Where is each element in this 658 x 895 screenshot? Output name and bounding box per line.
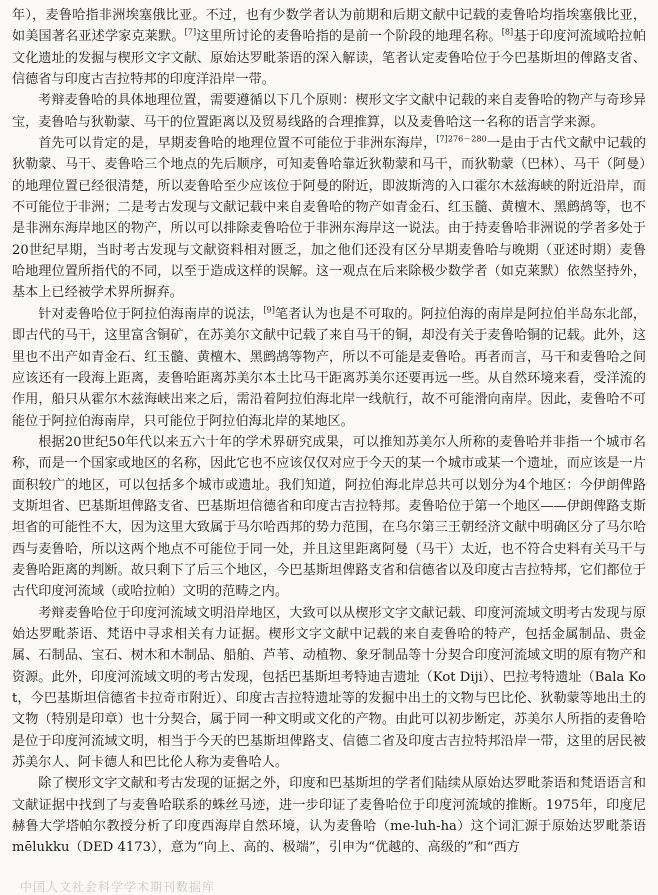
paragraph	[12, 5, 646, 90]
paragraph-text: 年），麦鲁哈指非洲埃塞俄比亚。不过，也有少数学者认为前期和后期文献中记载的麦鲁哈均指埃塞俄比亚，如美国著名亚述学家克莱默。	[12, 8, 646, 45]
body-text	[12, 5, 646, 859]
citation-superscript: [7]276－280	[436, 134, 487, 144]
paragraph-text: 针对麦鲁哈位于阿拉伯海南岸的说法，	[38, 306, 264, 322]
citation-superscript: [9]	[263, 305, 275, 315]
paragraph	[12, 90, 646, 133]
paragraph-text: 根据20世纪50年代以来五六十年的学术界研究成果，可以推知苏美尔人所称的麦鲁哈并非指一个城市名称，而是一个国家或地区的名称，因此它也不应该仅仅对应于今天的某一个城市或某一个遗址，而应该是一片面积较广的地区，可以包括多个城市或遗址。我们知道，阿拉伯海北岸总共可以划分为4个地区：今伊朗俾路支斯坦省、巴基斯坦俾路支省、巴基斯坦信德省和印度古吉拉特邦。麦鲁哈位于第一个地区——伊朗俾路支斯坦省的可能性不大，因为这里大致属于马尔哈西邦的势力范围，在乌尔第三王朝经济文献中明确区分了马尔哈西与麦鲁哈，所以这两个地点不可能位于同一处，并且这里距离阿曼（马干）太近，也不符合史料有关马干与麦鲁哈距离的判断。故只剩下了后三个地区，今巴基斯坦俾路支省和信德省以及印度古吉拉特邦，它们都位于古代印度河流域（或哈拉帕）文明的范畴之内。	[12, 434, 646, 600]
paragraph-text: 首先可以肯定的是，早期麦鲁哈的地理位置不可能位于非洲东海岸，	[38, 136, 437, 152]
paragraph-text: 笔者认为也是不可取的。阿拉伯海的南岸是阿拉伯半岛东北部，即古代的马干，这里富含铜矿，在苏美尔文献中记载了来自马干的铜，却没有关于麦鲁哈铜的记载。此外，这里也不出产如青金石、红玉髓、黄檀木、黑鹧鸪等物产，所以不可能是麦鲁哈。再者而言，马干和麦鲁哈之间应该还有一段海上距离，麦鲁哈距离苏美尔本土比马干距离苏美尔还要再远一些。从自然环境来看，受洋流的作用，船只从霍尔木兹海峡出来之后，需沿着阿拉伯海北岸一线航行，故不可能滑向南岸。因此，麦鲁哈不可能位于阿拉伯海南岸，只可能位于阿拉伯海北岸的某地区。	[12, 306, 646, 429]
citation-superscript: [7]	[184, 27, 197, 37]
paragraph-text: 这里所讨论的麦鲁哈指的是前一个阶段的地理名称。	[196, 29, 502, 45]
paragraph	[12, 304, 646, 432]
paragraph-text: 考辩麦鲁哈位于印度河流域文明沿岸地区，大致可以从楔形文字文献记载、印度河流域文明考古发现与原始达罗毗荼语、梵语中寻求相关有力证据。楔形文字文献中记载的来自麦鲁哈的特产，包括金属制品、贵金属、石制品、宝石、树木和木制品、船舶、芦苇、动植物、象牙制品等十分契合印度河流域文明的原有物产和资源。此外，印度河流域文明的考古发现，包括巴基斯坦考特迪吉遗址（Kot Diji）、巴拉考特遗址（Bala Kot，今巴基斯坦信德省卡拉奇市附近）、印度古吉拉特遗址等的发掘中出土的文物与巴比伦、狄勒蒙等地出土的文物（特别是印章）也十分契合，属于同一种文明或文化的产物。由此可以初步断定，苏美尔人所指的麦鲁哈是位于印度河流域文明，相当于今天的巴基斯坦俾路支、信德二省及印度古吉拉特邦沿岸一带，这里的居民被苏美尔人、阿卡德人和巴比伦人称为麦鲁哈人。	[12, 605, 646, 771]
paragraph	[12, 773, 646, 858]
citation-superscript: [8]	[501, 27, 514, 37]
paragraph	[12, 133, 646, 304]
paragraph	[12, 603, 646, 774]
watermark-text: 中国人文社会科学学术期刊数据库	[20, 880, 216, 894]
paragraph	[12, 432, 646, 603]
paragraph-text: 基于印度河流域哈拉帕文化遗址的发掘与楔形文字文献、原始达罗毗荼语的深入解读，笔者认定麦鲁哈位于今巴基斯坦的俾路支省、信德省与印度古吉拉特邦的印度洋沿岸一带。	[12, 29, 646, 88]
paragraph-text: 考辩麦鲁哈的具体地理位置，需要遵循以下几个原则：楔形文字文献中记载的来自麦鲁哈的物产与奇珍异宝，麦鲁哈与狄勒蒙、马干的位置距离以及贸易线路的合理推算，以及麦鲁哈这一名称的语言学来源。	[12, 93, 646, 130]
paragraph-text: 一是由于古代文献中记载的狄勒蒙、马干、麦鲁哈三个地点的先后顺序，可知麦鲁哈靠近狄勒蒙和马干，而狄勒蒙（巴林）、马干（阿曼）的地理位置已经很清楚，所以麦鲁哈至少应该位于阿曼的附近，即波斯湾的入口霍尔木兹海峡的附近沿岸，而不可能位于非洲；二是考古发现与文献记载中来自麦鲁哈的物产如青金石、红玉髓、黄檀木、黑鹧鸪等，也不是非洲东海岸地区的物产，所以可以排除麦鲁哈位于非洲东海岸这一说法。由于持麦鲁哈非洲说的学者多处于20世纪早期，当时考古发现与文献资料相对匮乏，加之他们还没有区分早期麦鲁哈与晚期（亚述时期）麦鲁哈地理位置所指代的不同，以至于造成这样的误解。这一观点在后来除极少数学者（如克莱默）依然坚持外，基本上已经被学术界所摒弃。	[12, 136, 646, 301]
paragraph-text: 除了楔形文字文献和考古发现的证据之外，印度和巴基斯坦的学者们陆续从原始达罗毗荼语和梵语语言和文献证据中找到了与麦鲁哈联系的蛛丝马迹，进一步印证了麦鲁哈位于印度河流域的推断。1975年，印度尼赫鲁大学塔帕尔教授分析了印度西海岸自然环境，认为麦鲁哈（me-luh-ha）这个词汇源于原始达罗毗荼语 mēlukku（DED 4173），意为“向上、高的、极端”，引申为“优越的、高级的”和“西方	[12, 776, 646, 856]
